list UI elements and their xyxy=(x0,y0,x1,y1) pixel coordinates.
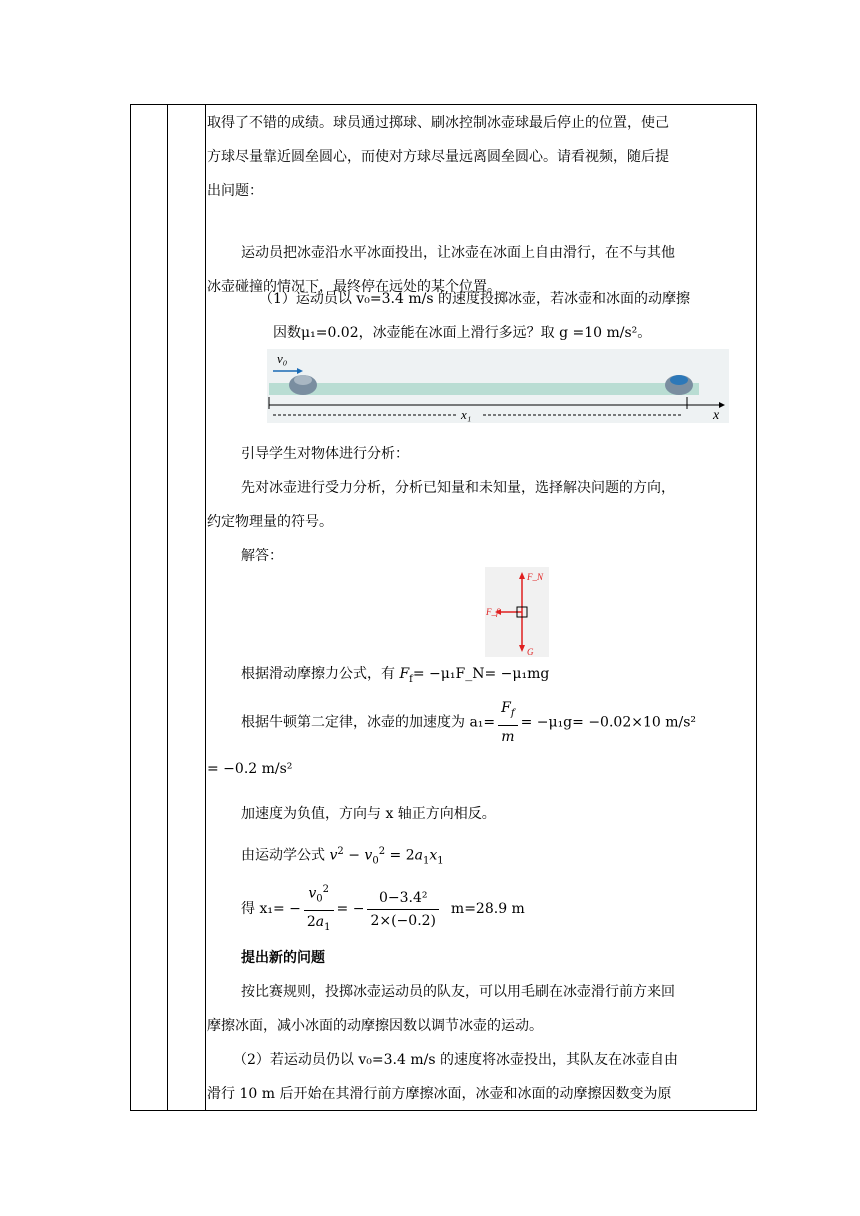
paragraph: 约定物理量的符号。 xyxy=(207,514,333,530)
ff-label: F_f xyxy=(486,607,499,617)
formula-kinematics: 由运动学公式 $v^2 - v_0^2 = 2a_1x_1$ xyxy=(241,846,444,867)
column-divider xyxy=(205,105,206,1110)
formula-acceleration-continued: = −0.2 m/s² xyxy=(207,761,293,777)
fn-label: F_N xyxy=(527,572,544,582)
paragraph: 按比赛规则，投掷冰壶运动员的队友，可以用毛刷在冰壶滑行前方来回 xyxy=(241,984,675,1000)
paragraph: 取得了不错的成绩。球员通过掷球、刷冰控制冰壶球最后停止的位置，使己 xyxy=(207,115,669,131)
paragraph: 引导学生对物体进行分析： xyxy=(241,446,409,462)
v0-label: v₀ xyxy=(277,351,288,366)
paragraph: 方球尽量靠近圆垒圆心，而使对方球尽量远离圆垒圆心。请看视频，随后提 xyxy=(207,149,669,165)
g-label: G xyxy=(527,647,534,657)
x-axis-label: x xyxy=(713,408,720,423)
column-divider xyxy=(167,105,168,1110)
paragraph: 先对冰壶进行受力分析，分析已知量和未知量，选择解决问题的方向， xyxy=(241,480,675,496)
content-cell xyxy=(207,105,756,1110)
paragraph: 运动员把冰壶沿水平冰面投出，让冰壶在冰面上自由滑行，在不与其他 xyxy=(241,245,675,261)
section-heading: 提出新的问题 xyxy=(241,950,325,966)
lesson-table xyxy=(130,104,757,1111)
ice-surface xyxy=(269,383,699,395)
question-2-line-2: 滑行 10 m 后开始在其滑行前方摩擦冰面，冰壶和冰面的动摩擦因数变为原 xyxy=(207,1086,672,1102)
formula-friction: 根据滑动摩擦力公式，有 $F_f=$ −μ₁F_N= −μ₁mg xyxy=(241,666,550,685)
formula-acceleration: 根据牛顿第二定律，冰壶的加速度为 a₁= $\frac{F_f}{m}$ = −μ₁g= −0.02×10 m/s² xyxy=(207,697,746,748)
paragraph: 解答： xyxy=(241,548,283,564)
paragraph: 冰壶碰撞的情况下，最终停在远处的某个位置。 xyxy=(207,279,501,295)
paragraph: 出问题： xyxy=(207,183,263,199)
question-1-line-1: （1）运动员以 v₀=3.4 m/s 的速度投掷冰壶，若冰壶和冰面的动摩擦 xyxy=(259,291,690,307)
paragraph: 加速度为负值，方向与 x 轴正方向相反。 xyxy=(241,806,496,822)
question-1-line-2: 因数μ₁=0.02，冰壶能在冰面上滑行多远？取 g =10 m/s²。 xyxy=(273,325,652,341)
distance-label: x₁ xyxy=(461,407,472,422)
force-diagram xyxy=(485,567,549,657)
formula-result: 得 x₁= − $\frac{v_0^2}{2a_1}$ = − $\frac{\text{0−3.4²}}{2\times(-0.2)}$ m=28.9 m xyxy=(207,879,746,939)
question-2-line-1: （2）若运动员仍以 v₀=3.4 m/s 的速度将冰壶投出，其队友在冰壶自由 xyxy=(233,1052,678,1068)
paragraph: 摩擦冰面，减小冰面的动摩擦因数以调节冰壶的运动。 xyxy=(207,1018,543,1034)
curling-motion-diagram xyxy=(267,349,729,423)
